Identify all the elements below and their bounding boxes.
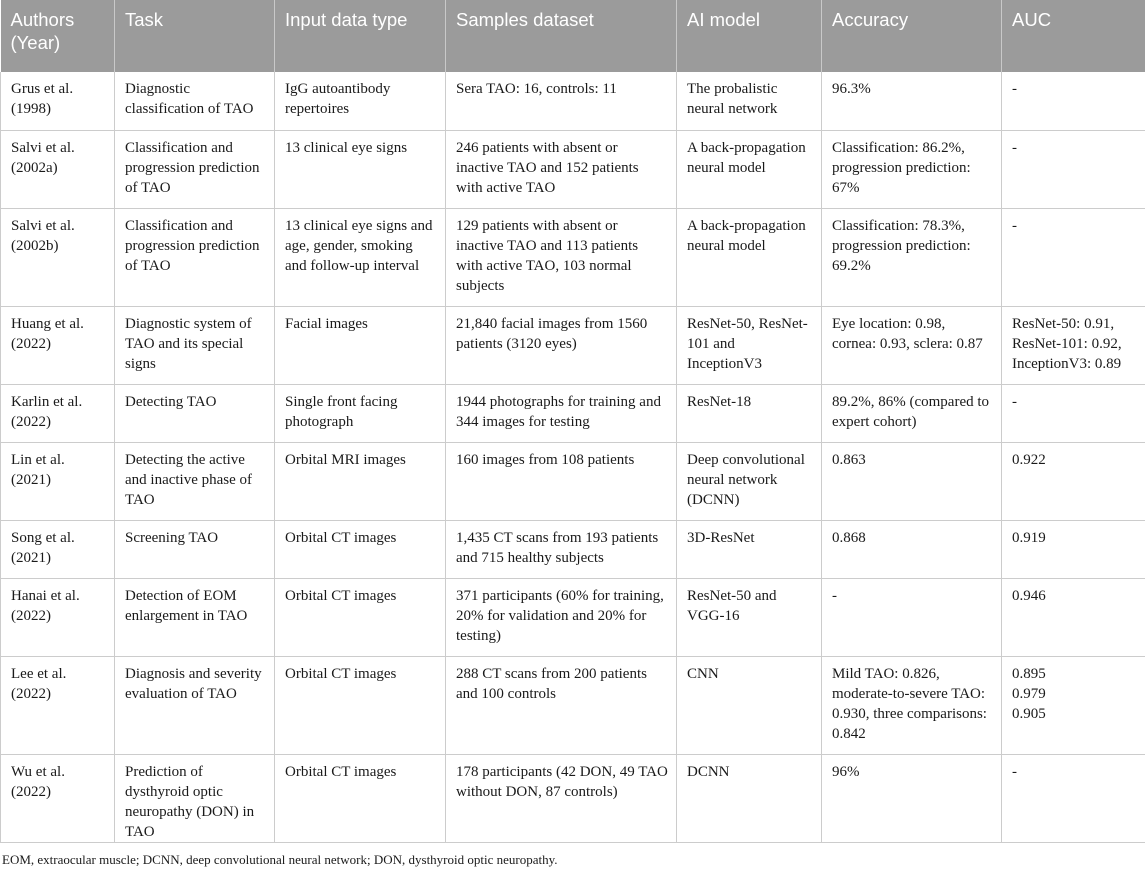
- cell-authors: Karlin et al. (2022): [1, 384, 115, 442]
- cell-authors: Wu et al. (2022): [1, 754, 115, 842]
- column-header-input-data-type: Input data type: [275, 0, 446, 72]
- cell-task: Detection of EOM enlargement in TAO: [115, 578, 275, 656]
- cell-authors: Lee et al. (2022): [1, 656, 115, 754]
- cell-samples-dataset: 129 patients with absent or inactive TAO and 113 patients with active TAO, 103 normal subjects: [446, 208, 677, 306]
- cell-accuracy: Classification: 78.3%, progression prediction: 69.2%: [822, 208, 1002, 306]
- cell-accuracy: -: [822, 578, 1002, 656]
- cell-task: Diagnosis and severity evaluation of TAO: [115, 656, 275, 754]
- cell-authors: Song et al. (2021): [1, 520, 115, 578]
- cell-task: Screening TAO: [115, 520, 275, 578]
- table-footnote: EOM, extraocular muscle; DCNN, deep convolutional neural network; DON, dysthyroid optic neuropathy.: [2, 852, 558, 867]
- column-header-accuracy: Accuracy: [822, 0, 1002, 72]
- table-row: [1, 754, 1145, 842]
- table-row: [1, 656, 1145, 754]
- cell-authors: Huang et al. (2022): [1, 306, 115, 384]
- header-row: [1, 0, 1145, 72]
- column-header-auc: AUC: [1002, 0, 1145, 72]
- cell-accuracy: 89.2%, 86% (compared to expert cohort): [822, 384, 1002, 442]
- column-header-task: Task: [115, 0, 275, 72]
- cell-input-data-type: 13 clinical eye signs: [275, 130, 446, 208]
- cell-accuracy: 0.868: [822, 520, 1002, 578]
- cell-accuracy: Eye location: 0.98, cornea: 0.93, sclera: 0.87: [822, 306, 1002, 384]
- cell-task: Classification and progression prediction of TAO: [115, 208, 275, 306]
- cell-samples-dataset: 160 images from 108 patients: [446, 442, 677, 520]
- cell-accuracy: 96%: [822, 754, 1002, 842]
- cell-auc: -: [1002, 754, 1145, 842]
- cell-ai-model: ResNet-50, ResNet-101 and InceptionV3: [677, 306, 822, 384]
- cell-input-data-type: Orbital CT images: [275, 656, 446, 754]
- table-row: [1, 520, 1145, 578]
- cell-input-data-type: Orbital MRI images: [275, 442, 446, 520]
- cell-task: Detecting the active and inactive phase of TAO: [115, 442, 275, 520]
- table-row: [1, 442, 1145, 520]
- cell-samples-dataset: 246 patients with absent or inactive TAO and 152 patients with active TAO: [446, 130, 677, 208]
- cell-ai-model: Deep convolutional neural network (DCNN): [677, 442, 822, 520]
- cell-input-data-type: Orbital CT images: [275, 520, 446, 578]
- cell-ai-model: ResNet-18: [677, 384, 822, 442]
- cell-authors: Grus et al. (1998): [1, 72, 115, 130]
- table-row: [1, 578, 1145, 656]
- cell-task: Diagnostic system of TAO and its special signs: [115, 306, 275, 384]
- cell-authors: Lin et al. (2021): [1, 442, 115, 520]
- column-header-authors: Authors (Year): [1, 0, 115, 72]
- cell-accuracy: Classification: 86.2%, progression prediction: 67%: [822, 130, 1002, 208]
- cell-ai-model: DCNN: [677, 754, 822, 842]
- cell-task: Diagnostic classification of TAO: [115, 72, 275, 130]
- cell-authors: Hanai et al. (2022): [1, 578, 115, 656]
- cell-auc: 0.922: [1002, 442, 1145, 520]
- cell-samples-dataset: 288 CT scans from 200 patients and 100 controls: [446, 656, 677, 754]
- cell-auc: 0.919: [1002, 520, 1145, 578]
- cell-input-data-type: Orbital CT images: [275, 754, 446, 842]
- cell-task: Classification and progression prediction of TAO: [115, 130, 275, 208]
- cell-auc: 0.895 0.979 0.905: [1002, 656, 1145, 754]
- cell-auc: -: [1002, 130, 1145, 208]
- cell-input-data-type: IgG autoantibody repertoires: [275, 72, 446, 130]
- cell-authors: Salvi et al. (2002a): [1, 130, 115, 208]
- cell-input-data-type: Facial images: [275, 306, 446, 384]
- table-row: [1, 208, 1145, 306]
- cell-samples-dataset: Sera TAO: 16, controls: 11: [446, 72, 677, 130]
- cell-ai-model: The probalistic neural network: [677, 72, 822, 130]
- cell-accuracy: 96.3%: [822, 72, 1002, 130]
- table-row: [1, 384, 1145, 442]
- cell-authors: Salvi et al. (2002b): [1, 208, 115, 306]
- cell-ai-model: CNN: [677, 656, 822, 754]
- column-header-ai-model: AI model: [677, 0, 822, 72]
- cell-ai-model: 3D-ResNet: [677, 520, 822, 578]
- cell-accuracy: 0.863: [822, 442, 1002, 520]
- cell-auc: -: [1002, 208, 1145, 306]
- cell-samples-dataset: 1,435 CT scans from 193 patients and 715 healthy subjects: [446, 520, 677, 578]
- cell-auc: 0.946: [1002, 578, 1145, 656]
- cell-input-data-type: Single front facing photograph: [275, 384, 446, 442]
- cell-samples-dataset: 1944 photographs for training and 344 images for testing: [446, 384, 677, 442]
- cell-samples-dataset: 21,840 facial images from 1560 patients (3120 eyes): [446, 306, 677, 384]
- cell-samples-dataset: 371 participants (60% for training, 20% for validation and 20% for testing): [446, 578, 677, 656]
- cell-ai-model: A back-propagation neural model: [677, 130, 822, 208]
- table-row: [1, 306, 1145, 384]
- cell-input-data-type: Orbital CT images: [275, 578, 446, 656]
- cell-task: Detecting TAO: [115, 384, 275, 442]
- cell-accuracy: Mild TAO: 0.826, moderate-to-severe TAO: 0.930, three comparisons: 0.842: [822, 656, 1002, 754]
- cell-task: Prediction of dysthyroid optic neuropathy (DON) in TAO: [115, 754, 275, 842]
- table-row: [1, 130, 1145, 208]
- cell-samples-dataset: 178 participants (42 DON, 49 TAO without DON, 87 controls): [446, 754, 677, 842]
- cell-ai-model: A back-propagation neural model: [677, 208, 822, 306]
- table-row: [1, 72, 1145, 130]
- cell-input-data-type: 13 clinical eye signs and age, gender, smoking and follow-up interval: [275, 208, 446, 306]
- cell-auc: -: [1002, 72, 1145, 130]
- cell-ai-model: ResNet-50 and VGG-16: [677, 578, 822, 656]
- cell-auc: ResNet-50: 0.91, ResNet-101: 0.92, InceptionV3: 0.89: [1002, 306, 1145, 384]
- column-header-samples-dataset: Samples dataset: [446, 0, 677, 72]
- cell-auc: -: [1002, 384, 1145, 442]
